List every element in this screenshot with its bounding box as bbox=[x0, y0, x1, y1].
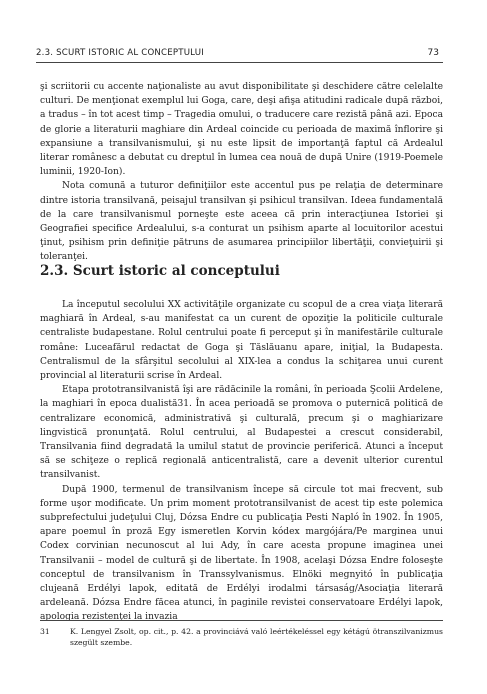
intro-paragraph-1: şi scriitorii cu accente naţionaliste au avut disponibilitate şi deschidere către celelalte culturi. De menţionat exemplul lui Goga, care, deşi afişa atitudini radicale după război, a tradus – în tot acest timp – Tragedia omului, o traducere care rezistă până azi. Epoca de glorie a literaturii maghiare din Ardeal coincide cu perioada de maximă înflorire şi expansiune a transilvanismului, şi nu este lipsit de importanţă faptul că Ardealul literar românesc a debutat cu dreptul în lumea cea nouă de după Unire (1919-Poemele luminii, 1920-Ion). bbox=[40, 82, 443, 178]
running-header bbox=[36, 46, 443, 63]
section-paragraph-2: Etapa prototransilvanistă îşi are rădăcinile la români, în perioada Şcolii Ardelene, la maghiari în epoca dualistă31. În acea perioadă se promova o puternică politică de centralizare economică, administrativă şi culturală, precum şi o maghiarizare lingvistică pronunţată. Rolul centrului, al Budapestei a crescut considerabil, Transilvania fiind degradată la umilul statut de provincie periferică. Atunci a început să se schiţeze o replică regională anticentralistă, care a devenit ulterior curentul transilvanist. bbox=[40, 385, 443, 481]
intro-paragraph-2: Nota comună a tuturor definiţiilor este accentul pus pe relaţia de determinare dintre istoria transilvană, peisajul transilvan şi psihicul transilvan. Ideea fundamentală de la care transilvanismul porneşte este aceea că prin interacţiunea Istoriei şi Geografiei specifice Ardealului, s-a conturat un psihism aparte al locuitorilor acestui ţinut, psihism prin definiţie pătruns de asumarea principiilor libertăţii, convieţuirii şi toleranţei. bbox=[40, 181, 443, 263]
footnote-divider bbox=[40, 620, 443, 621]
footnote-number: 31 bbox=[40, 627, 50, 636]
footnote-text: K. Lengyel Zsolt, op. cit., p. 42. a provinciává való leértékeléssel egy kétágú ötranszilvanizmus szegült szembe. bbox=[70, 627, 443, 647]
section-paragraph-1: La începutul secolului XX activităţile organizate cu scopul de a crea viaţa literară maghiară în Ardeal, s-au manifestat ca un curent de opoziţie la politicile culturale centraliste budapestane. Rolul centrului poate fi perceput şi în manifestările culturale române: Luceafărul redactat de Goga şi Tăslăuanu apare, iniţial, la Budapesta. Centralismul de la sfârşitul secolului al XIX-lea a condus la schiţarea unui curent provincial al literaturii scrise în Ardeal. bbox=[40, 300, 443, 382]
section-heading: 2.3. Scurt istoric al conceptului bbox=[40, 263, 280, 279]
section-paragraph-3: După 1900, termenul de transilvanism începe să circule tot mai frecvent, sub forme uşor modificate. Un prim moment prototransilvanist de acest tip este polemica subprefectului judeţului Cluj, Dózsa Endre cu publicaţia Pesti Napló în 1902. În 1905, apare poemul în proză Egy ismeretlen Korvin kódex margójára/Pe marginea unui Codex corvinian necunoscut al lui Ady, în care acesta propune imaginea unei Transilvanii – model de cultură şi de libertate. În 1908, acelaşi Dózsa Endre foloseşte conceptul de transilvanism în Transsylvanismus. Elnöki megnyitó în publicaţia clujeană Erdélyi lapok, editată de Erdélyi irodalmi társaság/Asociaţia literară ardeleană. Dózsa Endre făcea atunci, în paginile revistei conservatoare Erdélyi lapok, apologia rezistenţei la invazia bbox=[40, 484, 443, 623]
section-text bbox=[40, 298, 443, 625]
intro-text bbox=[40, 80, 443, 265]
footnote bbox=[40, 626, 443, 648]
page-number: 73 bbox=[427, 48, 439, 58]
header-section-title: 2.3. SCURT ISTORIC AL CONCEPTULUI bbox=[36, 48, 204, 58]
